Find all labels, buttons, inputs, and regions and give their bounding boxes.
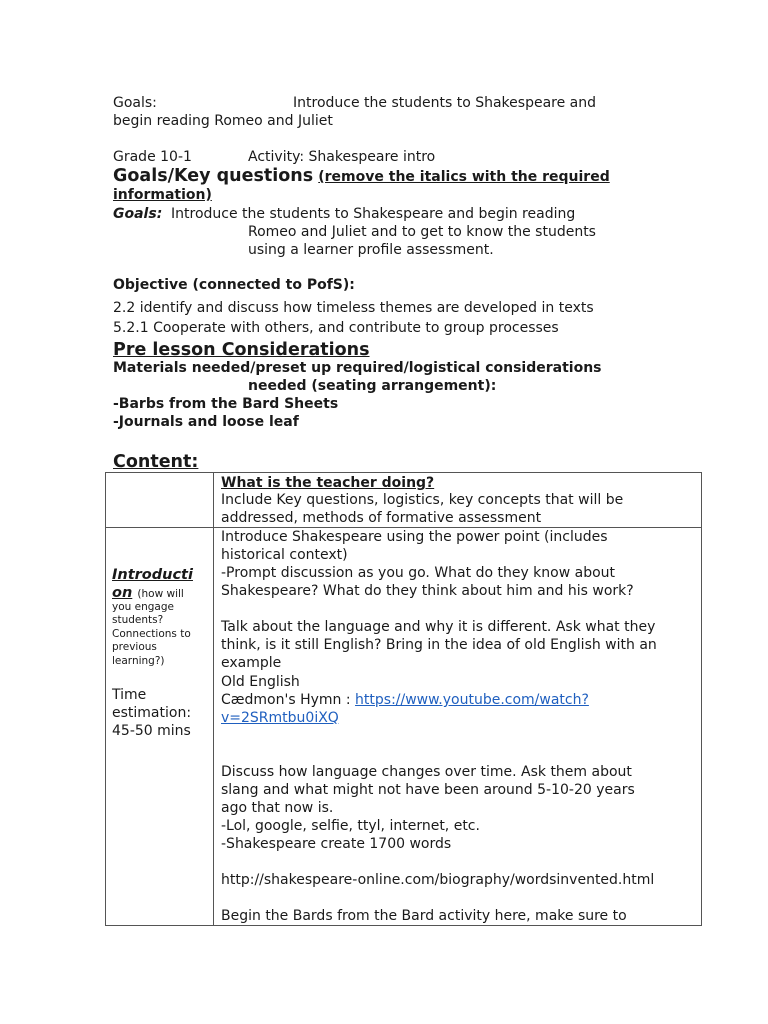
materials-item-2: -Journals and loose leaf (113, 414, 299, 430)
body-line-6: think, is it still English? Bring in the idea of old English with an (221, 637, 657, 653)
body-line-16: Begin the Bards from the Bard activity here, make sure to (221, 908, 627, 924)
goals-text-line-2: Romeo and Juliet and to get to know the students (248, 224, 596, 240)
body-line-1: Introduce Shakespeare using the power point (includes (221, 529, 608, 545)
body-line-10: Discuss how language changes over time. Ask them about (221, 764, 632, 780)
goals-text-line-3: using a learner profile assessment. (248, 242, 494, 258)
body-line-4: Shakespeare? What do they think about him and his work? (221, 583, 634, 599)
body-line-11: slang and what might not have been around 5-10-20 years (221, 782, 635, 798)
intro-note-b: you engage (112, 601, 174, 613)
introduction-label: Introducti (112, 567, 193, 583)
caedmon-hymn-link-cont[interactable]: v=2SRmtbu0iXQ (221, 710, 339, 726)
body-line-13: -Lol, google, selfie, ttyl, internet, etc. (221, 818, 480, 834)
goals-label: Goals: (113, 95, 157, 111)
table-header-line-1: Include Key questions, logistics, key concepts that will be (221, 492, 624, 508)
content-heading: Content: (113, 452, 199, 472)
introduction-label-cont: on (how will (112, 585, 184, 601)
body-line-5: Talk about the language and why it is different. Ask what they (221, 619, 656, 635)
grade-label: Grade 10-1 (113, 149, 192, 165)
objective-heading: Objective (connected to PofS): (113, 277, 355, 293)
table-header-line-2: addressed, methods of formative assessment (221, 510, 542, 526)
body-line-8: Old English (221, 674, 300, 690)
materials-line-2: needed (seating arrangement): (248, 378, 497, 394)
time-label-b: estimation: (112, 705, 192, 721)
intro-note-d: Connections to (112, 628, 191, 640)
body-line-14: -Shakespeare create 1700 words (221, 836, 452, 852)
words-invented-url: http://shakespeare-online.com/biography/wordsinvented.html (221, 872, 655, 888)
body-line-2: historical context) (221, 547, 348, 563)
body-line-3: -Prompt discussion as you go. What do they know about (221, 565, 616, 581)
objective-item-1: 2.2 identify and discuss how timeless themes are developed in texts (113, 300, 594, 316)
activity-label: Activity: Shakespeare intro (248, 149, 436, 165)
materials-item-1: -Barbs from the Bard Sheets (113, 396, 339, 412)
materials-line-1: Materials needed/preset up required/logistical considerations (113, 360, 602, 376)
table-header-title: What is the teacher doing? (221, 475, 435, 491)
objective-item-2: 5.2.1 Cooperate with others, and contribute to group processes (113, 320, 559, 336)
goals-line-2: begin reading Romeo and Juliet (113, 113, 333, 129)
goals-text-line-1: Introduce the students to Shakespeare and begin reading (171, 206, 576, 222)
goals-note-line-2: information) (113, 187, 212, 203)
pre-lesson-heading: Pre lesson Considerations (113, 340, 370, 360)
time-label-c: 45-50 mins (112, 723, 191, 739)
goals-section-label: Goals: (113, 206, 163, 222)
caedmon-hymn-line: Cædmon's Hymn : https://www.youtube.com/watch? (221, 692, 589, 708)
table-column-divider (213, 472, 214, 926)
body-line-12: ago that now is. (221, 800, 334, 816)
intro-note-c: students? (112, 614, 164, 626)
intro-note-e: previous (112, 641, 157, 653)
intro-note-f: learning?) (112, 655, 165, 667)
goals-key-questions-heading: Goals/Key questions (remove the italics with the required (113, 166, 610, 186)
caedmon-hymn-link[interactable]: https://www.youtube.com/watch? (355, 692, 589, 708)
body-line-7: example (221, 655, 282, 671)
time-label-a: Time (112, 687, 147, 703)
goals-line-1: Introduce the students to Shakespeare and (293, 95, 597, 111)
